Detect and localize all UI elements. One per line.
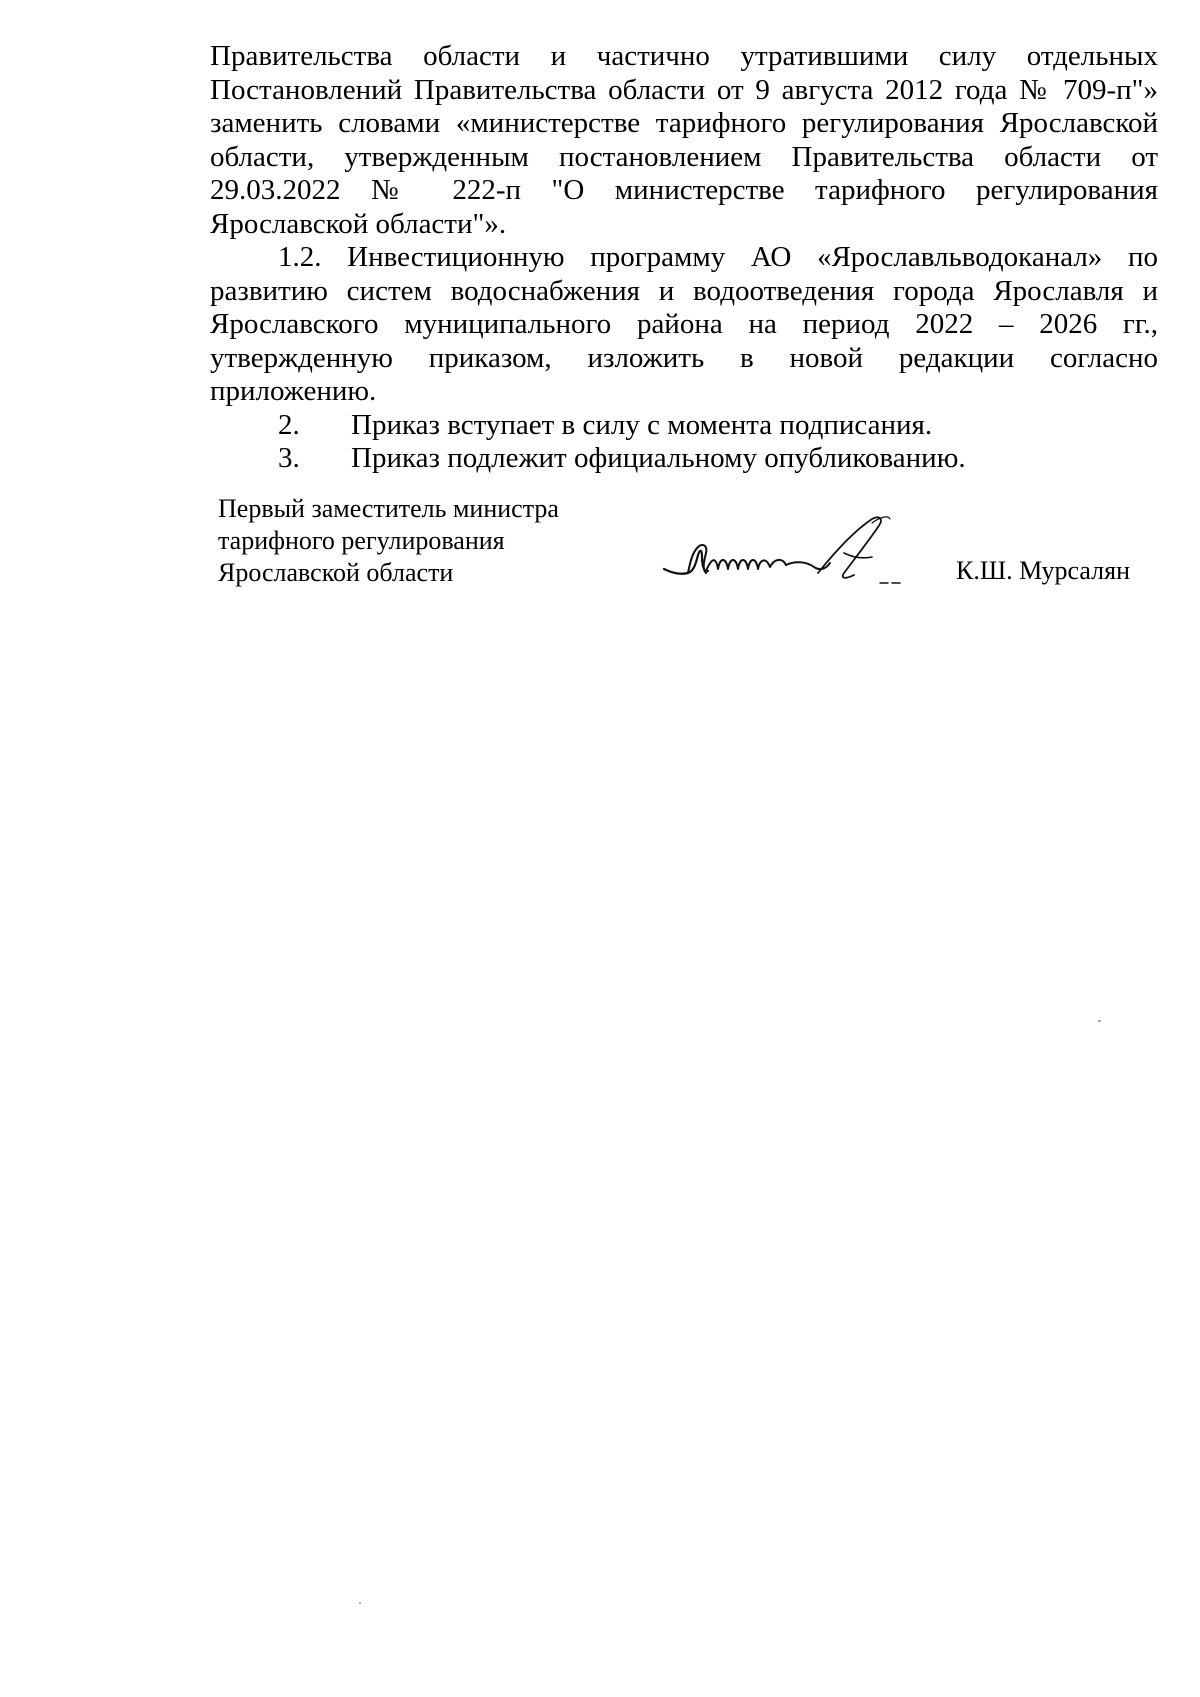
handwritten-signature (658, 513, 948, 593)
signature-block (218, 493, 1168, 603)
signer-name: К.Ш. Мурсалян (956, 556, 1131, 585)
signer-position (218, 493, 638, 589)
signer-position-line: Ярославской области (218, 558, 454, 587)
paragraph-continuation: Правительства области и частично утратившими силу отдельных Постановлений Правительства области от 9 августа 2012 года № 709-п"» заменить словами «министерстве тарифного регулирования Ярославской области, утвержденным постановлением Правительства области от 29.03.2022 № 222-п "О министерстве тарифного регулирования Ярославской области"». (210, 40, 1158, 240)
list-item-number: 3. (278, 442, 300, 474)
paragraph-item-1-2: 1.2. Инвестиционную программу АО «Ярославльводоканал» по развитию систем водоснабжения и водоотведения города Ярославля и Ярославского муниципального района на период 2022 – 2026 гг., утвержденную приказом, изложить в новой редакции согласно приложению. (210, 241, 1158, 407)
list-item-2 (210, 409, 1158, 443)
scan-speck (1098, 1020, 1101, 1022)
list-item-text: Приказ вступает в силу с момента подписания. (351, 408, 933, 441)
signer-position-line: Первый заместитель министра (218, 494, 559, 523)
list-item-number: 2. (278, 408, 300, 441)
document-body (210, 40, 1158, 476)
signer-position-line: тарифного регулирования (218, 526, 505, 555)
list-item-3 (210, 442, 1158, 476)
scan-speck (359, 1602, 361, 1604)
list-item-text: Приказ подлежит официальному опубликованию. (351, 442, 966, 474)
